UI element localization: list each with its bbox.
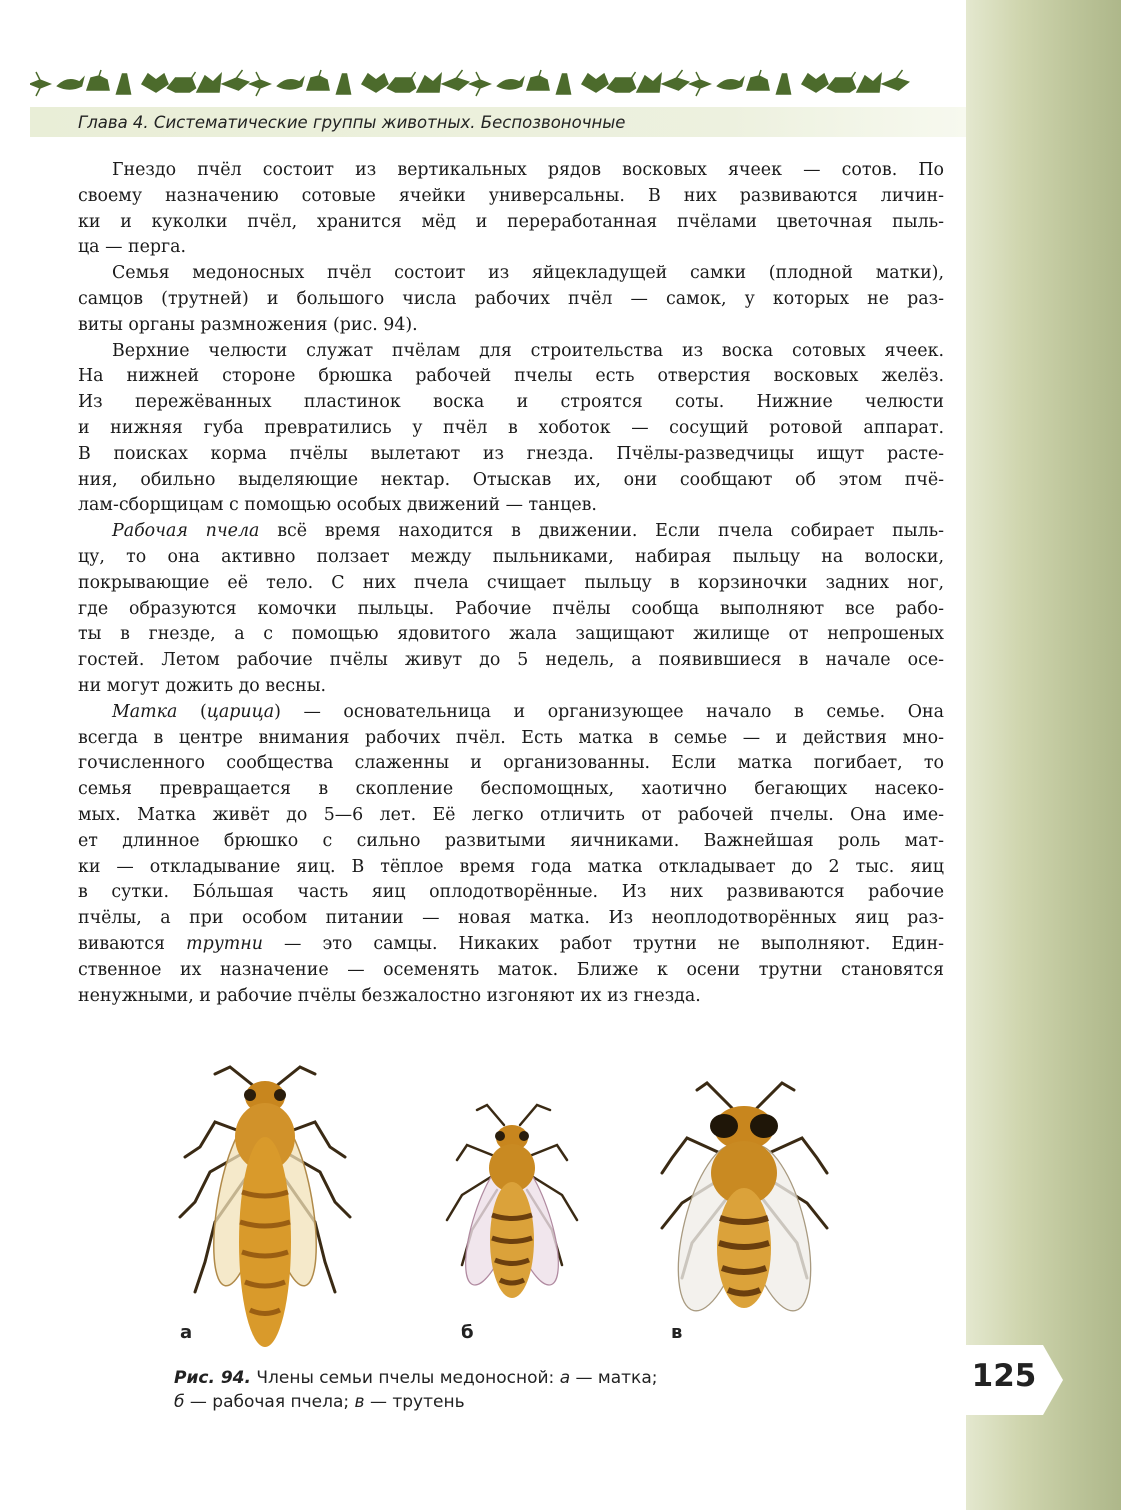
animal-silhouette-icon — [470, 72, 490, 96]
text-line: Гнездо пчёл состоит из вертикальных рядов восковых ячеек — сотов. По — [112, 160, 944, 180]
text-line: Верхние челюсти служат пчёлам для строительства из воска сотовых ячеек. — [112, 340, 944, 361]
animal-silhouette-icon — [362, 74, 388, 92]
animal-silhouette-icon — [690, 72, 710, 96]
animal-silhouette-icon — [663, 70, 689, 90]
caption-text: — матка; — [570, 1368, 658, 1388]
text-line: самцов (трутней) и большого числа рабочих пчёл — самок, у которых не раз- — [78, 288, 944, 309]
text-line: Матка (царица) — основательница и организующее начало в семье. Она — [112, 701, 944, 722]
caption-text: Члены семьи пчелы медоносной: — [250, 1368, 560, 1388]
caption-figure-ref: Рис. 94. — [174, 1368, 251, 1388]
text-line: ца — перга. — [78, 237, 187, 258]
page-number: 125 — [971, 1358, 1037, 1394]
text-line: мых. Матка живёт до 5—6 лет. Её легко отличить от рабочей пчелы. Она име- — [78, 804, 944, 825]
text-line: На нижней стороне брюшка рабочей пчелы есть отверстия восковых желёз. — [78, 366, 944, 387]
paragraph-4 — [78, 519, 944, 700]
animal-silhouette-icon — [278, 78, 304, 89]
animal-silhouette-icon — [87, 70, 109, 90]
text-line — [78, 932, 944, 958]
animal-silhouette-icon — [582, 74, 608, 92]
animal-silhouette-icon — [747, 70, 769, 90]
text-line: ет длинное брюшко с сильно развитыми яичниками. Важнейшая роль мат- — [78, 830, 944, 851]
text-line: Семья медоносных пчёл состоит из яйцекладущей самки (плодной матки), — [112, 263, 944, 284]
text-line: ки — откладывание яиц. В тёплое время года матка откладывает до 2 тыс. яиц — [78, 856, 944, 877]
animal-silhouette-icon — [557, 74, 571, 94]
term-queen: Матка — [112, 701, 178, 722]
text-line: цу, то она активно ползает между пыльниками, набирая пыльцу на волоски, — [78, 546, 944, 567]
text-line: всегда в центре внимания рабочих пчёл. Есть матка в семье — и действия мно- — [78, 727, 944, 748]
animal-silhouette-icon — [197, 74, 221, 92]
animal-silhouette-icon — [168, 72, 196, 92]
animal-silhouette-icon — [777, 74, 791, 94]
bee-drone-illustration — [642, 1078, 847, 1328]
text-line: гостей. Летом рабочие пчёлы живут до 5 недель, а появившиеся в начале осе- — [78, 650, 944, 671]
animal-silhouette-icon — [718, 78, 744, 89]
text-line: ни могут дожить до весны. — [78, 675, 327, 696]
paragraph-3 — [78, 339, 944, 520]
animal-silhouette-icon — [608, 72, 636, 92]
paragraph-1 — [78, 158, 944, 261]
paragraph-5 — [78, 700, 944, 1010]
text-line: Из пережёванных пластинок воска и строятся соты. Нижние челюсти — [78, 392, 944, 413]
caption-text: — рабочая пчела; — [184, 1392, 355, 1412]
main-text — [78, 158, 944, 1009]
text-line: ненужными, и рабочие пчёлы безжалостно изгоняют их из гнезда. — [78, 985, 701, 1006]
term-worker-bee: Рабочая пчела — [112, 521, 260, 542]
animal-silhouette-icon — [117, 74, 131, 94]
figure-label-v: в — [671, 1322, 683, 1343]
term-drones: трутни — [186, 933, 263, 954]
text-line: в сутки. Бóльшая часть яиц оплодотворённые. Из них развиваются рабочие — [78, 882, 944, 903]
bee-queen-illustration — [170, 1062, 360, 1352]
animal-silhouette-icon — [142, 74, 168, 92]
animal-silhouette-icon — [802, 74, 828, 92]
text-run: виваются — [78, 933, 187, 954]
animal-silhouette-icon — [498, 78, 524, 89]
animal-silhouette-icon — [388, 72, 416, 92]
text-line: покрывающие её тело. С них пчела счищает пыльцу в корзиночки задних ног, — [78, 572, 944, 593]
text-line: своему назначению сотовые ячейки универсальны. В них развиваются личин- — [78, 185, 944, 206]
animal-silhouette-icon — [250, 72, 270, 96]
text-line: виты органы размножения (рис. 94). — [78, 314, 418, 335]
caption-letter-v: в — [354, 1392, 365, 1412]
text-run: — основательница и организующее начало в семье. Она — [280, 701, 944, 722]
text-run: — это самцы. Никаких работ трутни не выполняют. Един- — [262, 933, 944, 954]
caption-letter-a: а — [559, 1368, 571, 1388]
text-line: лам-сборщицам с помощью особых движений — танцев. — [78, 495, 597, 516]
animal-silhouette-icon — [857, 74, 881, 92]
text-line: гочисленного сообщества слаженны и организованны. Если матка погибает, то — [78, 753, 944, 774]
animal-silhouette-strip — [30, 68, 910, 100]
text-line — [78, 519, 944, 545]
text-run: всё время находится в движении. Если пчела собирает пыль- — [259, 521, 944, 542]
text-line: ния, обильно выделяющие нектар. Отыскав их, они сообщают об этом пчё- — [78, 469, 944, 490]
animal-silhouette-icon — [443, 70, 469, 90]
paragraph-2 — [78, 261, 944, 338]
animal-silhouette-icon — [223, 70, 249, 90]
chapter-title: Глава 4. Систематические группы животных. Беспозвоночные — [78, 113, 626, 132]
text-line: пчёлы, а при особом питании — новая матка. Из неоплодотворённых яиц раз- — [78, 908, 944, 929]
text-line: ты в гнезде, а с помощью ядовитого жала защищают жилище от непрошеных — [78, 624, 944, 645]
bee-worker-illustration — [432, 1100, 592, 1305]
text-line: ственное их назначение — осеменять маток. Ближе к осени трутни становятся — [78, 959, 944, 980]
term-queen-alt: царица — [206, 701, 275, 722]
text-line: семья превращается в скопление беспомощных, хаотично бегающих насеко- — [78, 779, 944, 800]
animal-silhouette-icon — [637, 74, 661, 92]
animal-silhouette-icon — [307, 70, 329, 90]
animal-silhouette-icon — [527, 70, 549, 90]
figure-caption — [174, 1366, 657, 1414]
text-line: и нижняя губа превратились у пчёл в хоботок — сосущий ротовой аппарат. — [78, 417, 944, 438]
animal-silhouette-icon — [883, 70, 909, 90]
animal-silhouette-icon — [417, 74, 441, 92]
animal-silhouette-icon — [58, 78, 84, 89]
text-line: где образуются комочки пыльцы. Рабочие пчёлы сообща выполняют все рабо- — [78, 598, 944, 619]
figure-label-b: б — [461, 1322, 474, 1343]
figure-label-a: а — [180, 1322, 193, 1343]
caption-letter-b: б — [174, 1392, 185, 1412]
animal-silhouette-icon — [828, 72, 856, 92]
animal-silhouette-icon — [337, 74, 351, 94]
margin-band — [966, 0, 1121, 1510]
caption-text: — трутень — [364, 1392, 465, 1412]
animal-silhouette-icon — [30, 72, 50, 96]
text-line: ки и куколки пчёл, хранится мёд и переработанная пчёлами цветочная пыль- — [78, 211, 944, 232]
text-line: В поисках корма пчёлы вылетают из гнезда. Пчёлы-разведчицы ищут расте- — [78, 443, 944, 464]
